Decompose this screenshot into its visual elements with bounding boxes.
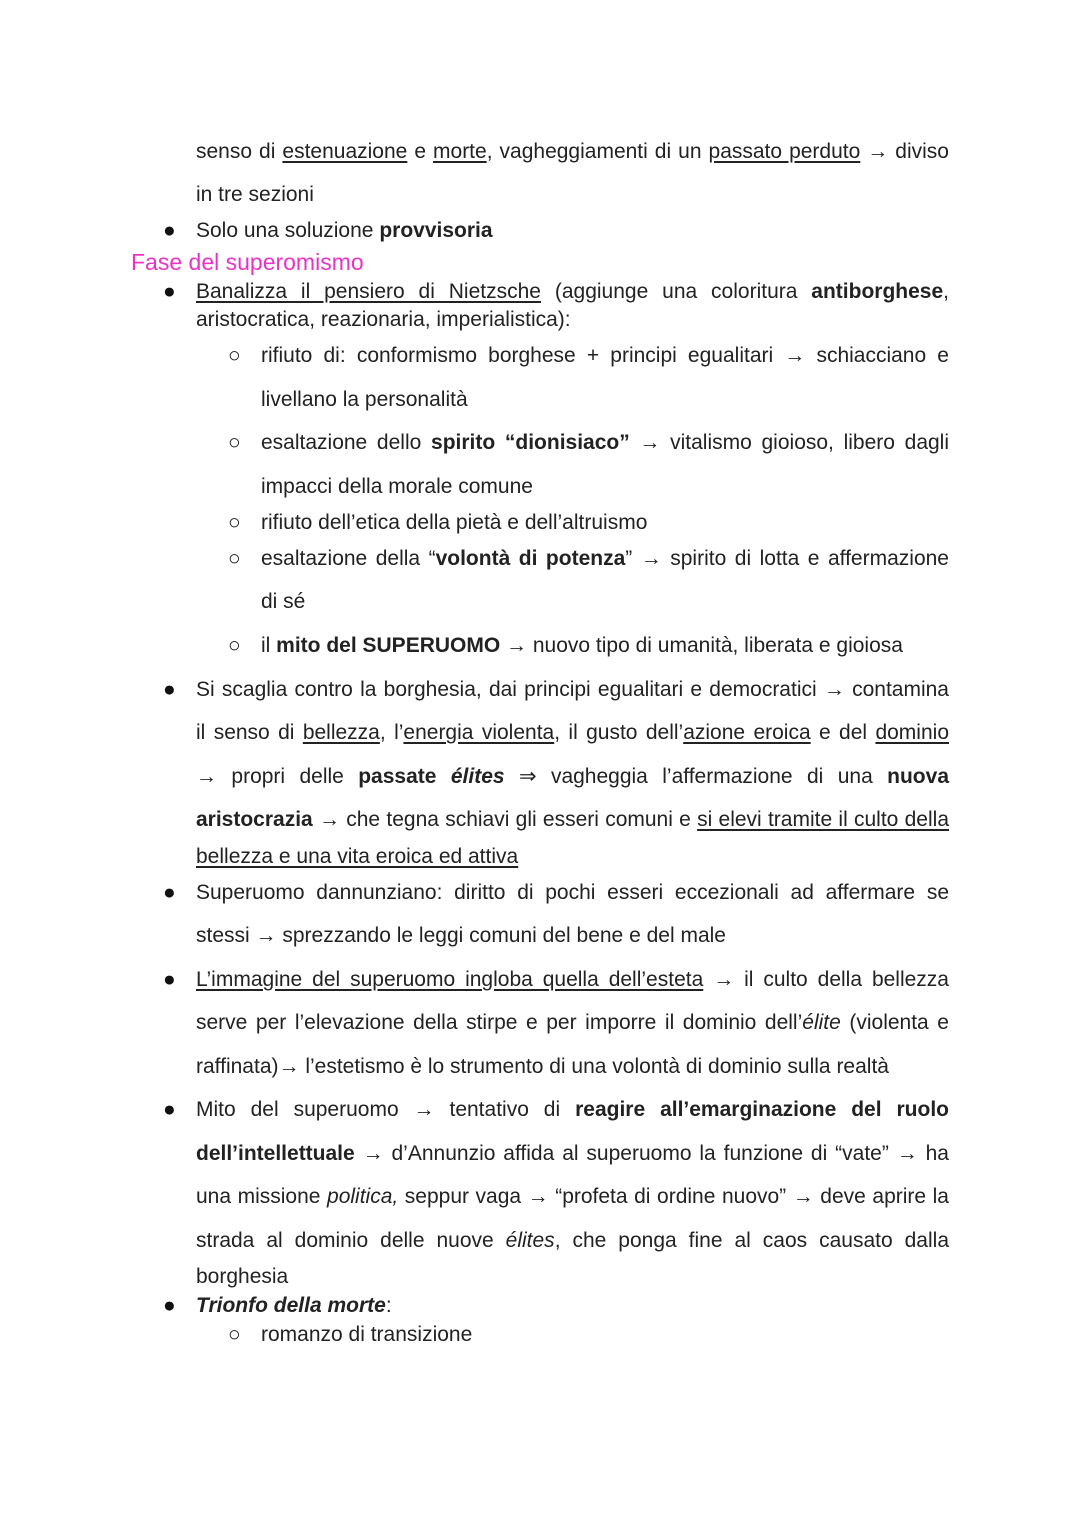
text-line <box>261 633 903 659</box>
text-line <box>196 880 949 906</box>
text-line <box>196 1010 949 1036</box>
text-line <box>196 923 726 949</box>
text-line <box>261 430 949 456</box>
hollow-bullet-icon: ○ <box>228 1323 241 1346</box>
text-line <box>196 720 949 746</box>
text-segment: → nuovo tipo di umanità, liberata e gioiosa <box>500 634 903 657</box>
text-line <box>261 589 305 615</box>
text-segment: (violenta e <box>840 1011 949 1034</box>
text-segment: Superuomo dannunziano: diritto di pochi esseri eccezionali ad affermare se <box>196 881 949 904</box>
text-segment: raffinata)→ l’estetismo è lo strumento di una volontà di dominio sulla realtà <box>196 1055 889 1078</box>
text-segment: provvisoria <box>379 219 493 242</box>
hollow-bullet-icon: ○ <box>228 547 241 570</box>
text-segment: seppur vaga → “profeta di ordine nuovo” → deve aprire la <box>398 1185 949 1208</box>
text-segment: nuova <box>887 765 949 788</box>
text-line <box>196 1054 889 1080</box>
hollow-bullet-icon: ○ <box>228 344 241 367</box>
text-line <box>196 844 518 870</box>
text-segment: , che ponga fine al caos causato dalla <box>554 1229 949 1252</box>
text-segment: e del <box>810 721 876 744</box>
text-segment: rifiuto di: conformismo borghese + principi egualitari → schiacciano e <box>261 344 949 367</box>
section-heading: Fase del superomismo <box>131 249 364 275</box>
text-segment: romanzo di transizione <box>261 1323 473 1346</box>
text-segment: livellano la personalità <box>261 388 468 411</box>
text-segment: in tre sezioni <box>196 183 314 206</box>
bullet-icon: ● <box>163 678 176 701</box>
text-segment: senso di <box>196 140 283 163</box>
text-line <box>196 807 949 833</box>
text-segment: reagire all’emarginazione del ruolo <box>575 1098 949 1121</box>
text-line <box>261 387 468 413</box>
text-segment: élites <box>505 1229 555 1252</box>
text-segment: morte <box>433 140 487 163</box>
text-segment: Solo una soluzione <box>196 219 380 242</box>
text-segment <box>436 765 450 788</box>
text-segment: Mito del superuomo → tentativo di <box>196 1098 576 1121</box>
text-segment: → il culto della bellezza <box>703 968 949 991</box>
bullet-icon: ● <box>163 1294 176 1317</box>
bullet-icon: ● <box>163 219 176 242</box>
text-segment: e <box>407 140 434 163</box>
text-segment: Si scaglia contro la borghesia, dai principi egualitari e democratici → contamina <box>196 678 949 701</box>
text-segment: impacci della morale comune <box>261 475 533 498</box>
text-segment: spirito “dionisiaco” <box>431 431 630 454</box>
text-segment: bellezza e una vita eroica ed attiva <box>196 845 519 868</box>
text-segment: → d’Annunzio affida al superuomo la funzione di “vate” → ha <box>354 1142 949 1165</box>
text-segment: di sé <box>261 590 306 613</box>
text-segment: azione eroica <box>683 721 811 744</box>
text-segment: estenuazione <box>282 140 408 163</box>
bullet-icon: ● <box>163 881 176 904</box>
text-segment: élite <box>802 1011 841 1034</box>
text-line <box>196 1097 949 1123</box>
text-line <box>196 1228 949 1254</box>
text-line <box>196 1293 392 1319</box>
text-segment: → che tegna schiavi gli esseri comuni e <box>312 808 698 831</box>
text-segment: L’immagine del superuomo ingloba quella dell’esteta <box>196 968 704 991</box>
text-segment: , <box>943 280 949 303</box>
text-segment: esaltazione della “ <box>261 547 436 570</box>
text-line <box>196 182 314 208</box>
text-segment: → vitalismo gioioso, libero dagli <box>629 431 950 454</box>
text-segment: energia violenta <box>403 721 555 744</box>
text-line <box>196 677 949 703</box>
text-segment: (aggiunge una coloritura <box>540 280 812 303</box>
text-line <box>196 139 949 165</box>
text-line <box>261 1322 472 1348</box>
text-segment: dell’intellettuale <box>196 1142 355 1165</box>
text-line <box>196 1141 949 1167</box>
text-line <box>261 546 949 572</box>
text-segment: strada al dominio delle nuove <box>196 1229 506 1252</box>
text-segment: mito del SUPERUOMO <box>276 634 501 657</box>
text-segment: borghesia <box>196 1265 289 1288</box>
text-segment: esaltazione dello <box>261 431 432 454</box>
text-line <box>196 967 949 993</box>
text-line <box>196 307 571 333</box>
text-segment: serve per l’elevazione della stirpe e per imporre il dominio dell’ <box>196 1011 803 1034</box>
text-segment: → propri delle <box>196 765 359 788</box>
bullet-icon: ● <box>163 280 176 303</box>
text-segment: passato perduto <box>708 140 861 163</box>
text-segment: aristocratica, reazionaria, imperialistica): <box>196 308 571 331</box>
text-segment: ” → spirito di lotta e affermazione <box>625 547 949 570</box>
text-segment: dominio <box>875 721 949 744</box>
text-segment: passate <box>358 765 437 788</box>
hollow-bullet-icon: ○ <box>228 634 241 657</box>
text-segment: , vagheggiamenti di un <box>486 140 709 163</box>
text-segment: élites <box>450 765 505 788</box>
text-segment: politica, <box>327 1185 399 1208</box>
text-line <box>261 343 949 369</box>
text-line <box>196 279 949 305</box>
bullet-icon: ● <box>163 968 176 991</box>
text-segment: ⇒ vagheggia l’affermazione di una <box>504 765 888 788</box>
text-segment: aristocrazia <box>196 808 313 831</box>
text-line <box>196 1264 288 1290</box>
text-segment: una missione <box>196 1185 328 1208</box>
text-line <box>196 218 493 244</box>
text-line <box>196 764 949 790</box>
text-segment: , l’ <box>379 721 404 744</box>
text-segment: stessi → sprezzando le leggi comuni del bene e del male <box>196 924 726 947</box>
text-segment: si elevi tramite il culto della <box>697 808 949 831</box>
text-segment: volontà di potenza <box>435 547 626 570</box>
text-segment: → diviso <box>860 140 949 163</box>
text-segment: antiborghese <box>811 280 944 303</box>
text-line <box>196 1184 949 1210</box>
text-line <box>261 474 533 500</box>
bullet-icon: ● <box>163 1098 176 1121</box>
text-segment: il senso di <box>196 721 303 744</box>
text-segment: rifiuto dell’etica della pietà e dell’altruismo <box>261 511 648 534</box>
text-segment: Trionfo della morte <box>196 1294 386 1317</box>
text-segment: : <box>385 1294 392 1317</box>
text-segment: bellezza <box>302 721 380 744</box>
hollow-bullet-icon: ○ <box>228 511 241 534</box>
text-segment: il <box>261 634 277 657</box>
text-segment: , il gusto dell’ <box>554 721 684 744</box>
text-segment: Banalizza il pensiero di Nietzsche <box>196 280 541 303</box>
hollow-bullet-icon: ○ <box>228 431 241 454</box>
text-line <box>261 510 647 536</box>
